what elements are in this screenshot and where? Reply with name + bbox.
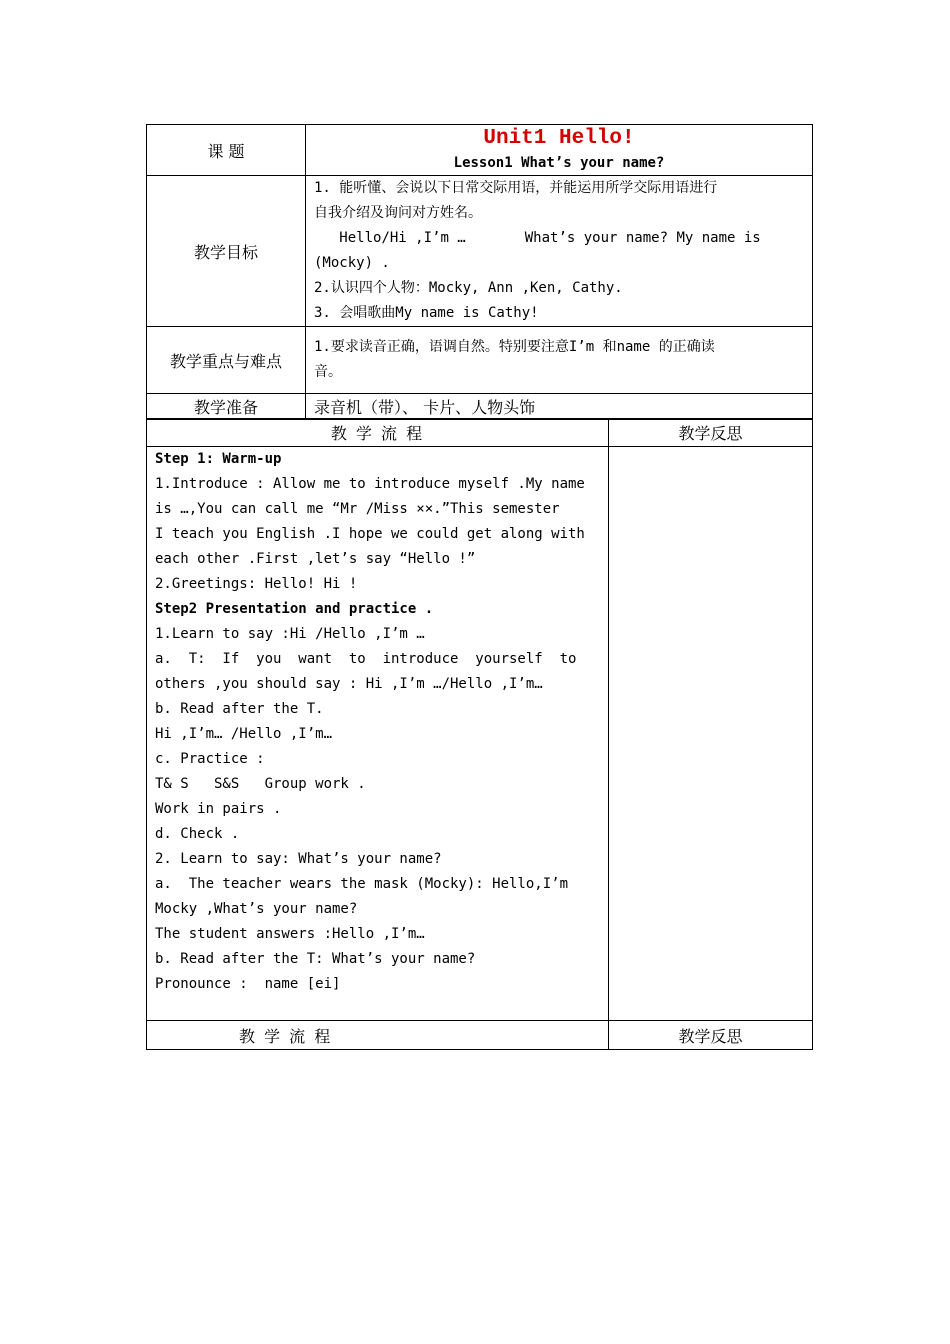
process-line: b. Read after the T. bbox=[155, 701, 324, 717]
preparation-value: 录音机（带）、 卡片、人物头饰 bbox=[306, 394, 813, 420]
process-line: b. Read after the T: What’s your name? bbox=[155, 951, 476, 967]
key-point-line: 1.要求读音正确，语调自然。特别要注意I’m 和name 的正确读 bbox=[314, 339, 715, 355]
step-heading: Step2 Presentation and practice . bbox=[155, 601, 434, 617]
objective-line: 1. 能听懂、会说以下日常交际用语，并能运用所学交际用语进行 bbox=[314, 180, 718, 196]
topic-label: 课 题 bbox=[147, 125, 306, 176]
process-header-row bbox=[147, 419, 813, 447]
reflection-cell bbox=[609, 447, 813, 1021]
objective-line: (Mocky) . bbox=[314, 255, 390, 271]
process-line: a. T: If you want to introduce yourself to bbox=[155, 651, 577, 667]
title-cell bbox=[306, 125, 813, 176]
lesson-info-table bbox=[146, 124, 813, 420]
process-line: a. The teacher wears the mask (Mocky): Hello,I’m bbox=[155, 876, 569, 892]
key-points-label: 教学重点与难点 bbox=[147, 327, 306, 394]
process-line: Mocky ,What’s your name? bbox=[155, 901, 358, 917]
preparation-label: 教学准备 bbox=[147, 394, 306, 420]
step-heading: Step 1: Warm-up bbox=[155, 451, 282, 467]
title-row bbox=[147, 125, 813, 176]
objective-line: 自我介绍及询问对方姓名。 bbox=[314, 205, 482, 221]
process-line: is …,You can call me “Mr /Miss ××.”This semester bbox=[155, 501, 560, 517]
reflection-header: 教学反思 bbox=[609, 419, 813, 447]
objectives-row bbox=[147, 176, 813, 327]
process-table bbox=[146, 418, 813, 1050]
objectives-cell bbox=[306, 176, 813, 327]
footer-process-header: 教 学 流 程 bbox=[147, 1021, 609, 1050]
key-points-cell bbox=[306, 327, 813, 394]
key-point-line: 音。 bbox=[314, 364, 342, 380]
process-header: 教 学 流 程 bbox=[147, 419, 609, 447]
process-line: The student answers :Hello ,I’m… bbox=[155, 926, 425, 942]
process-line: Pronounce : name [ei] bbox=[155, 976, 341, 992]
process-line: others ,you should say : Hi ,I’m …/Hello ,I’m… bbox=[155, 676, 543, 692]
process-line: c. Practice : bbox=[155, 751, 265, 767]
process-line: Hi ,I’m… /Hello ,I’m… bbox=[155, 726, 333, 742]
process-line: d. Check . bbox=[155, 826, 240, 842]
lesson-subtitle: Lesson1 What’s your name? bbox=[453, 155, 665, 171]
process-line: each other .First ,let’s say “Hello !” bbox=[155, 551, 476, 567]
process-line: Work in pairs . bbox=[155, 801, 282, 817]
process-line: 2.Greetings: Hello! Hi ! bbox=[155, 576, 358, 592]
process-cell bbox=[147, 447, 609, 1021]
key-points-row bbox=[147, 327, 813, 394]
process-line: 2. Learn to say: What’s your name? bbox=[155, 851, 442, 867]
preparation-row bbox=[147, 394, 813, 420]
process-line: 1.Learn to say :Hi /Hello ,I’m … bbox=[155, 626, 425, 642]
objective-line: 3. 会唱歌曲My name is Cathy! bbox=[314, 305, 539, 321]
process-line: 1.Introduce : Allow me to introduce myself .My name bbox=[155, 476, 585, 492]
process-lines bbox=[155, 447, 600, 997]
objectives-label: 教学目标 bbox=[147, 176, 306, 327]
footer-row bbox=[147, 1021, 813, 1050]
process-body-row bbox=[147, 447, 813, 1021]
unit-title: Unit1 Hello! bbox=[483, 127, 635, 150]
footer-reflection-header: 教学反思 bbox=[609, 1021, 813, 1050]
objective-line: 2.认识四个人物：Mocky, Ann ,Ken, Cathy. bbox=[314, 280, 623, 296]
process-line: I teach you English .I hope we could get along with bbox=[155, 526, 585, 542]
process-line: T& S S&S Group work . bbox=[155, 776, 366, 792]
objective-line: Hello/Hi ,I’m … What’s your name? My name is bbox=[314, 230, 761, 246]
